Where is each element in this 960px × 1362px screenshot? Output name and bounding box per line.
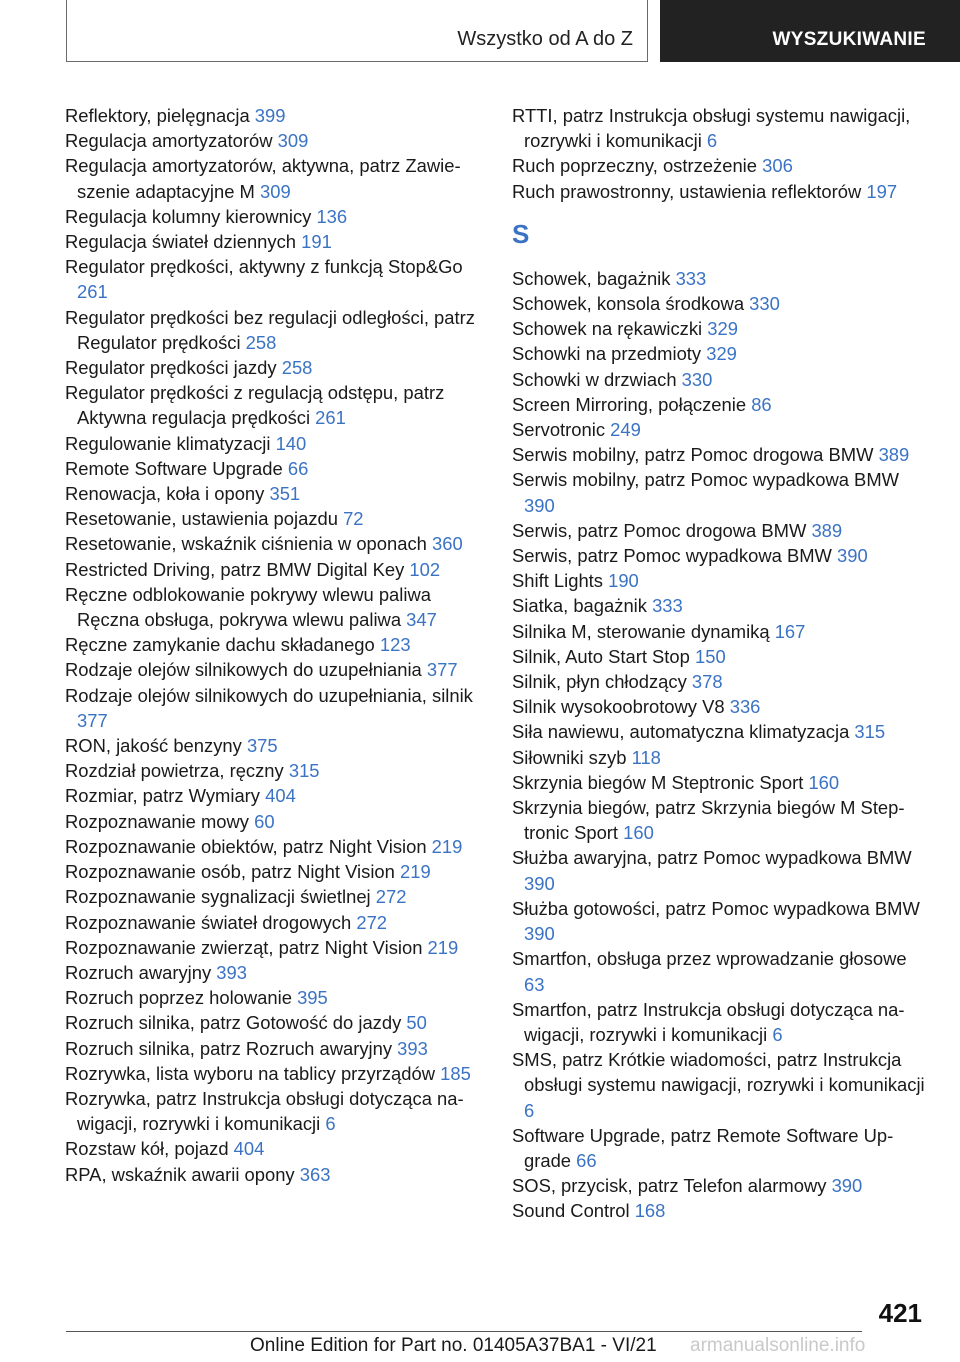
index-entry	[65, 985, 485, 1010]
index-entry	[512, 845, 932, 895]
index-entry-page-link[interactable]: 190	[608, 570, 639, 592]
index-group-r-continued	[512, 103, 932, 204]
index-entry	[65, 305, 485, 355]
index-entry-page-link[interactable]: 60	[254, 810, 275, 832]
index-entry-text: Schowek, konsola środkowa	[512, 293, 750, 315]
index-entry	[65, 632, 485, 657]
index-entry-text: Ręczne zamykanie dachu składanego	[65, 634, 380, 656]
index-entry	[65, 910, 485, 935]
index-entry-page-link[interactable]: 390	[524, 923, 555, 945]
index-entry	[65, 103, 485, 128]
index-entry	[65, 531, 485, 556]
index-entry	[512, 694, 932, 719]
index-entry-text: Rozpoznawanie zwierząt, patrz Night Vision	[65, 936, 428, 958]
footer-divider	[66, 1331, 862, 1332]
index-entry	[65, 153, 485, 203]
index-entry-page-link[interactable]: 140	[275, 432, 307, 454]
index-entry-text: Silnik, Auto Start Stop	[512, 645, 695, 667]
index-entry-page-link[interactable]: 375	[246, 735, 278, 757]
index-entry	[512, 153, 932, 178]
header-title-box	[66, 0, 648, 62]
index-entry-page-link[interactable]: 167	[774, 620, 806, 642]
index-entry-text: Ruch prawostronny, ustawienia reflektorów	[512, 180, 867, 202]
index-entry-text: Ręczne odblokowanie pokrywy wlewu paliwa Ręczna obsługa, pokrywa wlewu paliwa	[65, 583, 431, 631]
index-entry-page-link[interactable]: 333	[675, 267, 707, 289]
index-entry-text: Służba awaryjna, patrz Pomoc wypadkowa BMW	[512, 847, 912, 869]
index-entry	[512, 946, 932, 996]
index-entry-page-link[interactable]: 72	[343, 508, 364, 530]
index-entry	[65, 960, 485, 985]
index-entry-page-link[interactable]: 336	[729, 696, 761, 718]
index-entry	[512, 266, 932, 291]
index-entry-text: Skrzynia biegów, patrz Skrzynia biegów M Steptronic Sport	[512, 797, 905, 844]
index-entry-text: Schowki na przedmioty	[512, 343, 707, 365]
index-entry	[65, 758, 485, 783]
index-entry-text: Rozruch silnika, patrz Rozruch awaryjny	[65, 1037, 398, 1059]
index-entry-page-link[interactable]: 102	[409, 558, 441, 580]
header-search-tab-label: WYSZUKIWANIE	[772, 29, 926, 50]
index-entry-page-link[interactable]: 63	[524, 973, 545, 995]
index-entry-text: Smartfon, patrz Instrukcja obsługi dotycząca nawigacji, rozrywki i komunikacji	[512, 998, 905, 1045]
index-entry-page-link[interactable]: 150	[694, 645, 726, 667]
index-entry-page-link[interactable]: 6	[772, 1023, 783, 1045]
index-entry-text: Sound Control	[512, 1200, 635, 1222]
index-entry	[65, 481, 485, 506]
index-entry-page-link[interactable]: 160	[623, 822, 654, 844]
index-entry-text: Rozruch silnika, patrz Gotowość do jazdy	[65, 1012, 407, 1034]
index-entry-text: Skrzynia biegów M Steptronic Sport	[512, 771, 809, 793]
index-entry-text: Renowacja, koła i opony	[65, 483, 270, 505]
index-entry-text: Schowki w drzwiach	[512, 368, 682, 390]
index-entry-page-link[interactable]: 399	[254, 105, 286, 126]
index-entry-page-link[interactable]: 360	[432, 533, 463, 555]
index-entry-page-link[interactable]: 191	[301, 231, 332, 253]
index-entry	[512, 593, 932, 618]
index-entry-page-link[interactable]: 86	[751, 393, 772, 415]
index-entry-page-link[interactable]: 6	[706, 130, 718, 152]
index-entry	[65, 431, 485, 456]
index-entry-text: Regulator prędkości bez regulacji odległości, patrz Regulator prędkości	[65, 306, 475, 353]
index-entry-text: Regulator prędkości, aktywny z funkcją Stop&Go	[65, 256, 463, 278]
index-entry-page-link[interactable]: 197	[866, 180, 898, 202]
index-entry-text: RTTI, patrz Instrukcja obsługi systemu nawigacji, rozrywki i komunikacji	[512, 105, 911, 152]
index-entry	[65, 657, 485, 682]
index-entry-text: Regulowanie klimatyzacji	[65, 432, 276, 454]
index-entry-text: Rozrywka, patrz Instrukcja obsługi dotycząca nawigacji, rozrywki i komunikacji	[65, 1087, 464, 1135]
index-entry	[512, 770, 932, 795]
index-entry-page-link[interactable]: 168	[634, 1200, 666, 1222]
index-entry-text: Siła nawiewu, automatyczna klimatyzacja	[512, 721, 855, 743]
index-entry-page-link[interactable]: 272	[356, 911, 388, 933]
index-entry-text: Serwis mobilny, patrz Pomoc drogowa BMW	[512, 444, 879, 466]
index-entry-page-link[interactable]: 219	[399, 861, 431, 883]
index-entry	[65, 1036, 485, 1061]
index-entry	[65, 1136, 485, 1161]
index-entry-text: Rozpoznawanie osób, patrz Night Vision	[65, 861, 400, 883]
index-entry	[512, 795, 932, 845]
index-entry-text: Rozpoznawanie obiektów, patrz Night Vision	[65, 835, 432, 857]
index-entry-page-link[interactable]: 249	[610, 419, 641, 441]
index-entry	[512, 719, 932, 744]
index-entry-page-link[interactable]: 272	[375, 886, 407, 908]
index-entry	[512, 1123, 932, 1173]
index-entry-page-link[interactable]: 395	[297, 987, 328, 1009]
index-entry-page-link[interactable]: 377	[77, 709, 108, 731]
index-entry	[65, 1061, 485, 1086]
footer-watermark: armanualsonline.info	[690, 1335, 866, 1356]
index-entry	[65, 859, 485, 884]
index-entry-page-link[interactable]: 390	[831, 1175, 863, 1197]
index-entry-text: Silnik, płyn chłodzący	[512, 671, 692, 693]
index-entry-text: Serwis, patrz Pomoc wypadkowa BMW	[512, 545, 837, 567]
index-entry	[512, 291, 932, 316]
index-entry	[65, 204, 485, 229]
index-entry-text: Rozdział powietrza, ręczny	[65, 760, 289, 782]
index-entry	[65, 683, 485, 733]
index-entry-page-link[interactable]: 258	[281, 357, 313, 379]
index-entry	[512, 442, 932, 467]
index-entry-page-link[interactable]: 404	[265, 785, 296, 807]
index-entry	[65, 733, 485, 758]
index-entry	[65, 884, 485, 909]
index-entry-text: Rozrywka, lista wyboru na tablicy przyrządów	[65, 1062, 441, 1084]
index-entry	[512, 568, 932, 593]
index-entry	[512, 417, 932, 442]
index-column-left	[65, 103, 485, 1187]
index-entry-text: Regulacja kolumny kierownicy	[65, 205, 317, 227]
index-entry-text: Rozpoznawanie świateł drogowych	[65, 911, 357, 933]
index-entry-text: Ruch poprzeczny, ostrzeżenie	[512, 155, 763, 177]
index-entry-page-link[interactable]: 390	[524, 872, 555, 894]
index-entry-page-link[interactable]: 315	[288, 760, 320, 782]
index-entry	[65, 557, 485, 582]
index-entry	[512, 1173, 932, 1198]
index-column-right	[512, 103, 932, 1224]
index-entry	[65, 355, 485, 380]
index-entry-page-link[interactable]: 329	[706, 343, 737, 365]
index-entry	[512, 619, 932, 644]
index-entry-page-link[interactable]: 393	[216, 961, 247, 983]
index-entry	[65, 1010, 485, 1035]
index-entry	[65, 783, 485, 808]
index-entry-page-link[interactable]: 404	[233, 1138, 265, 1160]
index-entry-page-link[interactable]: 378	[691, 671, 723, 693]
section-letter: S	[512, 218, 530, 249]
index-entry-page-link[interactable]: 66	[287, 457, 309, 479]
index-entry-page-link[interactable]: 351	[269, 483, 301, 505]
index-entry-text: Rozpoznawanie sygnalizacji świetlnej	[65, 886, 376, 908]
index-entry-page-link[interactable]: 330	[681, 368, 713, 390]
index-entry	[512, 896, 932, 946]
index-entry-text: Rozruch poprzez holowanie	[65, 987, 298, 1009]
index-entry-text: Służba gotowości, patrz Pomoc wypadkowa BMW	[512, 897, 920, 919]
index-entry-page-link[interactable]: 390	[524, 494, 555, 516]
header-search-tab[interactable]	[660, 0, 960, 62]
index-entry	[512, 467, 932, 517]
index-entry-text: Shift Lights	[512, 570, 609, 592]
index-entry	[65, 254, 485, 304]
index-entry	[65, 834, 485, 859]
index-entry-text: Schowek na rękawiczki	[512, 318, 708, 340]
index-group-s	[512, 266, 932, 1224]
index-entry	[65, 380, 485, 430]
index-entry-text: Rozmiar, patrz Wymiary	[65, 785, 266, 807]
index-entry	[65, 935, 485, 960]
index-entry	[65, 128, 485, 153]
index-entry-page-link[interactable]: 50	[406, 1012, 427, 1034]
index-entry	[512, 543, 932, 568]
index-entry-text: Serwis, patrz Pomoc drogowa BMW	[512, 519, 812, 541]
index-entry-page-link[interactable]: 219	[427, 936, 459, 958]
index-entry-page-link[interactable]: 136	[316, 205, 348, 227]
index-entry-text: Servotronic	[512, 419, 611, 441]
index-entry-page-link[interactable]: 261	[77, 281, 108, 303]
index-entry-page-link[interactable]: 389	[811, 519, 843, 541]
index-entry	[65, 456, 485, 481]
index-entry-text: Siłowniki szyb	[512, 746, 632, 768]
index-entry-page-link[interactable]: 330	[749, 293, 780, 315]
index-entry-page-link[interactable]: 66	[576, 1149, 597, 1171]
index-entry	[512, 745, 932, 770]
index-entry-page-link[interactable]: 389	[878, 444, 910, 466]
index-entry-text: RPA, wskaźnik awarii opony	[65, 1163, 300, 1185]
header-title: Wszystko od A do Z	[457, 28, 633, 50]
index-entry	[65, 809, 485, 834]
index-entry-page-link[interactable]: 393	[397, 1037, 428, 1059]
index-entry	[65, 506, 485, 531]
index-entry-text: Remote Software Upgrade	[65, 457, 288, 479]
index-entry	[512, 997, 932, 1047]
index-entry-text: Rozruch awaryjny	[65, 961, 217, 983]
index-entry-text: Silnika M, sterowanie dynamiką	[512, 620, 775, 642]
index-entry	[512, 1047, 932, 1123]
index-entry-text: SOS, przycisk, patrz Telefon alarmowy	[512, 1175, 832, 1197]
index-entry-page-link[interactable]: 123	[379, 634, 411, 656]
index-entry-text: Rodzaje olejów silnikowych do uzupełniania	[65, 659, 427, 681]
index-entry-page-link[interactable]: 160	[808, 771, 840, 793]
index-entry-page-link[interactable]: 6	[524, 1099, 535, 1121]
index-entry	[512, 518, 932, 543]
index-entry-page-link[interactable]: 185	[440, 1062, 471, 1084]
index-entry-text: Resetowanie, ustawienia pojazdu	[65, 508, 344, 530]
index-entry-text: Smartfon, obsługa przez wprowadzanie głosowe	[512, 948, 907, 970]
index-entry-page-link[interactable]: 258	[245, 331, 277, 353]
page-number: 421	[878, 1298, 922, 1328]
index-entry	[512, 392, 932, 417]
index-entry	[512, 341, 932, 366]
index-entry-text: Resetowanie, wskaźnik ciśnienia w oponach	[65, 533, 432, 555]
index-entry-page-link[interactable]: 118	[631, 746, 661, 768]
index-entry	[65, 1086, 485, 1136]
index-entry-text: Regulacja amortyzatorów, aktywna, patrz Zawieszenie adaptacyjne M	[65, 155, 461, 202]
index-entry-page-link[interactable]: 315	[854, 721, 886, 743]
index-entry-text: Siatka, bagażnik	[512, 595, 653, 617]
index-entry-page-link[interactable]: 261	[315, 407, 346, 429]
index-entry-page-link[interactable]: 377	[426, 659, 458, 681]
index-entry	[512, 316, 932, 341]
index-entry-page-link[interactable]: 363	[299, 1163, 331, 1185]
index-entry-text: Regulacja świateł dziennych	[65, 231, 302, 253]
index-entry-page-link[interactable]: 6	[325, 1113, 336, 1135]
index-entry-text: Serwis mobilny, patrz Pomoc wypadkowa BMW	[512, 469, 900, 491]
index-entry	[65, 229, 485, 254]
index-entry-text: Silnik wysokoobrotowy V8	[512, 696, 730, 718]
index-entry-text: Reflektory, pielęgnacja	[65, 105, 255, 126]
index-entry-page-link[interactable]: 347	[406, 609, 437, 631]
index-entry-text: Rozstaw kół, pojazd	[65, 1138, 234, 1160]
index-entry	[512, 644, 932, 669]
index-entry-page-link[interactable]: 309	[260, 180, 291, 202]
index-entry-text: Rozpoznawanie mowy	[65, 810, 255, 832]
index-entry	[65, 582, 485, 632]
index-entry-text: Schowek, bagażnik	[512, 267, 676, 289]
index-entry-text: Regulator prędkości z regulacją odstępu, patrz Aktywna regulacja prędkości	[65, 382, 445, 429]
index-entry-page-link[interactable]: 329	[707, 318, 738, 340]
index-entry-text: Regulacja amortyzatorów	[65, 130, 278, 152]
index-entry-page-link[interactable]: 309	[277, 130, 309, 152]
index-entry-text: Restricted Driving, patrz BMW Digital Key	[65, 558, 410, 580]
index-entry	[512, 179, 932, 204]
footer-edition-text: Online Edition for Part no. 01405A37BA1 - VI/21	[250, 1335, 657, 1356]
index-entry-text: Rodzaje olejów silnikowych do uzupełniania, silnik	[65, 684, 473, 706]
index-entry-page-link[interactable]: 219	[431, 835, 463, 857]
index-entry	[512, 103, 932, 153]
index-entry-text: Screen Mirroring, połączenie	[512, 393, 752, 415]
index-entry-text: SMS, patrz Krótkie wiadomości, patrz Instrukcja obsługi systemu nawigacji, rozrywki i komunikacji	[512, 1049, 925, 1096]
index-entry-page-link[interactable]: 390	[837, 545, 868, 567]
index-entry-text: RON, jakość benzyny	[65, 735, 247, 757]
index-entry-text: Regulator prędkości jazdy	[65, 357, 282, 379]
index-entry-page-link[interactable]: 306	[762, 155, 793, 177]
index-entry	[512, 367, 932, 392]
index-entry-page-link[interactable]: 333	[652, 595, 683, 617]
index-entry	[512, 1198, 932, 1223]
index-entry-text: Software Upgrade, patrz Remote Software Upgrade	[512, 1124, 894, 1171]
index-entry	[65, 1162, 485, 1187]
index-entry	[512, 669, 932, 694]
